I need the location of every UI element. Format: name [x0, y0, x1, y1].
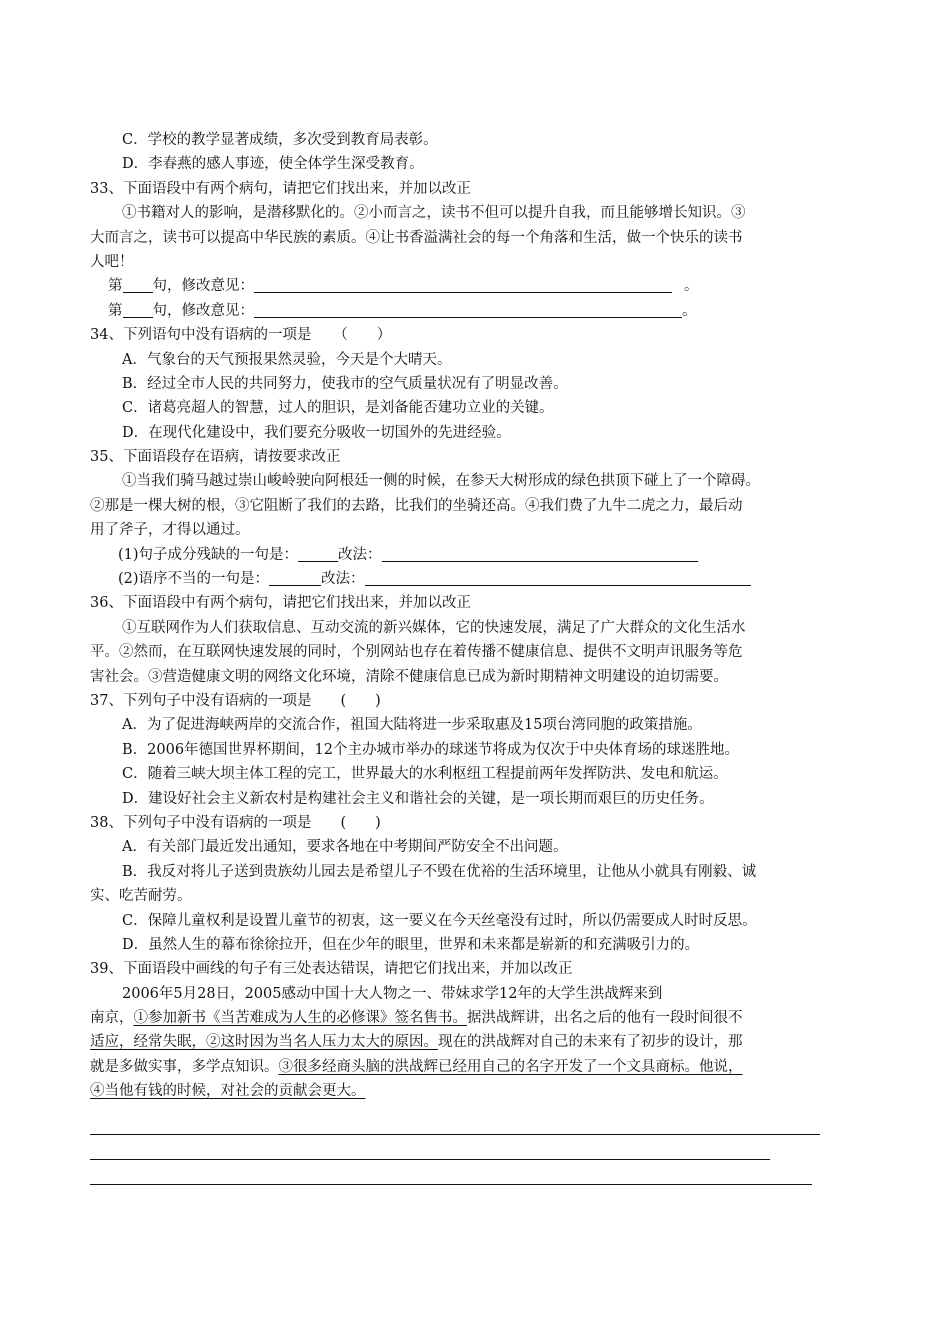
q32-option-c: C．学校的教学显著成绩，多次受到教育局表彰。 — [122, 132, 438, 148]
q39-passage-line-4 — [90, 1055, 850, 1079]
q33-passage-line-1: ①书籍对人的影响，是潜移默化的。②小而言之，读书不但可以提升自我，而且能够增长知识。③ — [122, 205, 746, 222]
revision-blank[interactable] — [254, 276, 672, 293]
sentence-blank[interactable] — [269, 569, 321, 586]
q36-passage-line-1: ①互联网作为人们获取信息、互动交流的新兴媒体，它的快速发展，满足了广大群众的文化生活水 — [122, 619, 746, 636]
q37-option-d: D．建设好社会主义新农村是构建社会主义和谐社会的关键，是一项长期而艰巨的历史任务。 — [122, 790, 714, 807]
sentence-number-blank[interactable] — [123, 301, 153, 318]
q35-passage-line-2: ②那是一棵大树的根，③它阻断了我们的去路，比我们的坐骑还高。④我们费了九牛二虎之力，最后动 — [90, 497, 743, 514]
q32-option-d: D．李春燕的感人事迹，使全体学生深受教育。 — [122, 156, 424, 173]
fix-label: 改法： — [338, 546, 382, 563]
q33-passage-line-2: 大而言之，读书可以提高中华民族的素质。④让书香溢满社会的每一个角落和生活，做一个快乐的读书 — [90, 229, 743, 246]
q38-option-d: D．虽然人生的幕布徐徐拉开，但在少年的眼里，世界和未来都是崭新的和充满吸引力的。 — [122, 936, 700, 953]
passage-text: 据洪战辉讲，出名之后的他有一段时间很不 — [467, 1010, 743, 1027]
q39-passage-line-2 — [90, 1006, 850, 1030]
answer-suffix: 。 — [682, 302, 697, 319]
q39-passage-line-5 — [90, 1079, 850, 1103]
q36-passage-line-2: 平。②然而，在互联网快速发展的同时，个别网站也存在着传播不健康信息、提供不文明声讯服务等危 — [90, 644, 743, 661]
answer-prefix: 第 — [108, 302, 123, 319]
answer-label: 句，修改意见： — [152, 278, 254, 295]
answer-label: (2)语序不当的一句是： — [118, 571, 270, 588]
q33-passage-line-3: 人吧！ — [90, 253, 134, 270]
q34-option-a: A．气象台的天气预报果然灵验，今天是个大晴天。 — [122, 351, 452, 368]
answer-prefix: 第 — [108, 278, 123, 295]
q38-option-b: B．我反对将儿子送到贵族幼儿园去是希望儿子不毁在优裕的生活环境里，让他从小就具有刚毅、诚 — [122, 863, 757, 880]
fix-label: 改法： — [321, 571, 365, 588]
answer-line[interactable] — [90, 1160, 812, 1185]
q36-heading: 36、下面语段中有两个病句，请把它们找出来，并加以改正 — [90, 595, 471, 612]
underlined-sentence-1: ①参加新书《当苦难成为人生的必修课》签名售书。 — [133, 1010, 467, 1027]
q38-option-b-cont: 实、吃苦耐劳。 — [90, 888, 192, 905]
fix-blank[interactable] — [382, 545, 698, 562]
answer-line[interactable] — [90, 1110, 820, 1135]
sentence-blank[interactable] — [298, 545, 338, 562]
q38-heading: 38、下列句子中没有语病的一项是 ( ) — [90, 814, 381, 831]
passage-text-underlined: 他说， — [699, 1058, 743, 1075]
q33-answer-row-1 — [90, 274, 850, 298]
q34-option-b: B．经过全市人民的共同努力，使我市的空气质量状况有了明显改善。 — [122, 375, 568, 392]
underlined-sentence-4: ④当他有钱的时候，对社会的贡献会更大。 — [90, 1083, 366, 1100]
q33-heading: 33、下面语段中有两个病句，请把它们找出来，并加以改正 — [90, 180, 471, 197]
q37-heading: 37、下列句子中没有语病的一项是 ( ) — [90, 692, 381, 709]
underlined-sentence-2: ②这时因为当名人压力太大的原因。 — [206, 1034, 438, 1051]
q35-passage-line-1: ①当我们骑马越过崇山峻岭驶向阿根廷一侧的时候，在参天大树形成的绿色拱顶下碰上了一个障碍。 — [122, 473, 760, 490]
q39-passage-line-1: 2006年5月28日，2005感动中国十大人物之一、带妹求学12年的大学生洪战辉来到 — [122, 985, 663, 1002]
answer-suffix: 。 — [684, 278, 699, 295]
q35-answer-row-2 — [90, 567, 850, 591]
answer-label: (1)句子成分残缺的一句是： — [118, 546, 299, 563]
passage-text-underlined: 适应，经常失眠， — [90, 1034, 206, 1051]
q38-option-a: A．有关部门最近发出通知，要求各地在中考期间严防安全不出问题。 — [122, 839, 568, 856]
q37-option-c: C．随着三峡大坝主体工程的完工，世界最大的水利枢纽工程提前两年发挥防洪、发电和航运。 — [122, 766, 728, 783]
sentence-number-blank[interactable] — [123, 276, 153, 293]
revision-blank[interactable] — [254, 301, 682, 318]
passage-text: 就是多做实事，多学点知识。 — [90, 1058, 279, 1075]
q35-heading: 35、下面语段存在语病，请按要求改正 — [90, 449, 341, 466]
page-content — [90, 128, 850, 1185]
q35-answer-row-1 — [90, 543, 850, 567]
fix-blank[interactable] — [365, 569, 751, 586]
q39-answer-area — [90, 1110, 850, 1185]
q34-heading: 34、下列语句中没有语病的一项是 （ ） — [90, 327, 392, 344]
q37-option-b: B．2006年德国世界杯期间，12个主办城市举办的球迷节将成为仅次于中央体育场的球迷胜地。 — [122, 741, 740, 758]
q34-option-c: C．诸葛亮超人的智慧，过人的胆识，是刘备能否建功立业的关键。 — [122, 400, 554, 417]
q38-option-c: C．保障儿童权利是设置儿童节的初衷，这一要义在今天丝毫没有过时，所以仍需要成人时时反思。 — [122, 912, 757, 929]
q39-passage-line-3 — [90, 1030, 850, 1054]
answer-line[interactable] — [90, 1135, 770, 1160]
q36-passage-line-3: 害社会。③营造健康文明的网络文化环境，清除不健康信息已成为新时期精神文明建设的迫切需要。 — [90, 668, 728, 685]
passage-text: 现在的洪战辉对自己的未来有了初步的设计，那 — [438, 1034, 743, 1051]
q33-answer-row-2 — [90, 299, 850, 323]
q39-heading: 39、下面语段中画线的句子有三处表达错误，请把它们找出来，并加以改正 — [90, 961, 573, 978]
q35-passage-line-3: 用了斧子，才得以通过。 — [90, 522, 250, 539]
q34-option-d: D．在现代化建设中，我们要充分吸收一切国外的先进经验。 — [122, 424, 511, 441]
answer-label: 句，修改意见： — [152, 302, 254, 319]
underlined-sentence-3: ③很多经商头脑的洪战辉已经用自己的名字开发了一个文具商标。 — [278, 1058, 699, 1075]
q37-option-a: A．为了促进海峡两岸的交流合作，祖国大陆将进一步采取惠及15项台湾同胞的政策措施。 — [122, 717, 702, 734]
passage-text: 南京， — [90, 1010, 134, 1027]
